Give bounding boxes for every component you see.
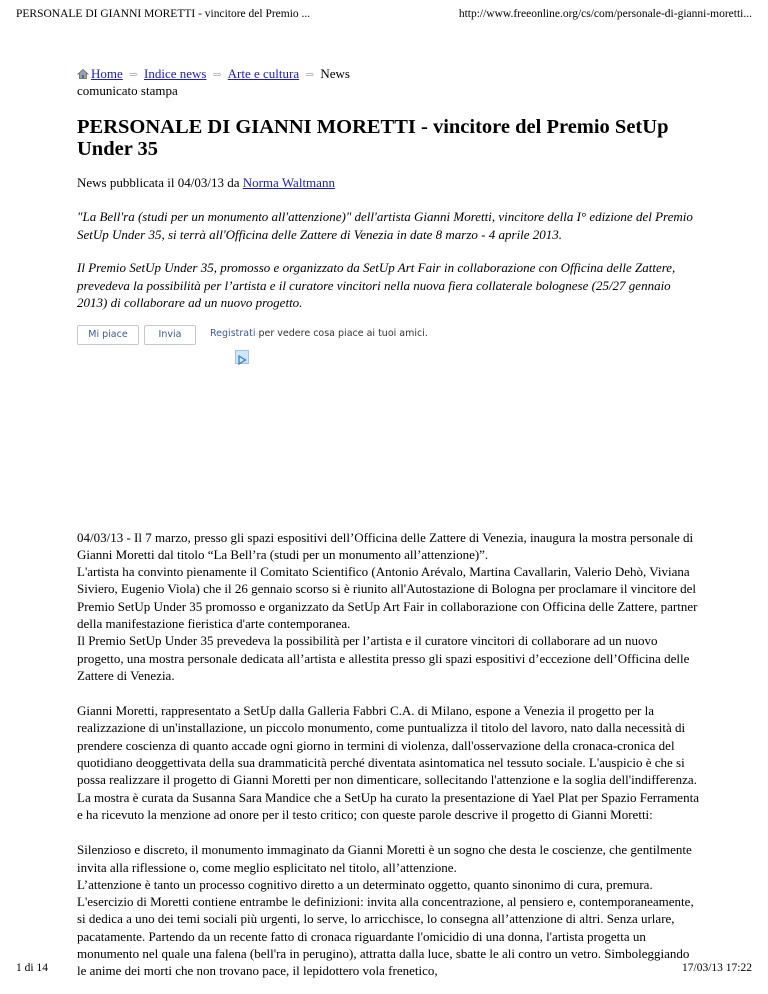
breadcrumb-current: News	[320, 66, 350, 81]
breadcrumb	[77, 66, 701, 83]
breadcrumb-news-index-link[interactable]: Indice news	[144, 66, 207, 81]
home-icon	[77, 68, 89, 79]
breadcrumb-arts-link[interactable]: Arte e cultura	[227, 66, 300, 81]
print-page-url: http://www.freeonline.org/cs/com/personale-di-gianni-moretti...	[458, 8, 752, 20]
adchoices-icon[interactable]	[235, 350, 249, 364]
body-paragraph-1: 04/03/13 - Il 7 marzo, presso gli spazi espositivi dell’Officina delle Zattere di Venezia, inaugura la mostra personale di Gianni Moretti dal titolo “La Bell’ra (studi per un monumento all’attenzione)”. L'artista ha convinto pienamente il Comitato Scientifico (Antonio Arévalo, Martina Cavallarin, Valerio Dehò, Viviana Siviero, Eugenio Viola) che il 26 gennaio scorso si è riunito all'Autostazione di Bologna per proclamare il vincitore del Premio SetUp Under 35 promosso e organizzato da SetUp Art Fair in collaborazione con Officina delle Zattere, partner della manifestazione fieristica d'arte contemporanea. Il Premio SetUp Under 35 prevedeva la possibilità per l’artista e il curatore vincitori di collaborare ad un nuovo progetto, una mostra personale dedicata all’artista e allestita presso gli spazi espositivi d’eccezione dell’Officina delle Zattere di Venezia.	[77, 529, 698, 683]
author-link[interactable]: Norma Waltmann	[242, 175, 335, 190]
breadcrumb-subtitle: comunicato stampa	[77, 83, 178, 98]
publish-info: News pubblicata il 04/03/13 da	[77, 175, 243, 190]
print-header	[16, 8, 752, 20]
register-link[interactable]: Registrati	[210, 327, 256, 339]
print-page-title: PERSONALE DI GIANNI MORETTI - vincitore del Premio ...	[16, 8, 311, 20]
body-paragraph-3: Silenzioso e discreto, il monumento immaginato da Gianni Moretti è un sogno che desta le coscienze, che gentilmente invita alla riflessione o, come meglio esplicitato nel titolo, all’attenzione. L’attenzione è tanto un processo cognitivo diretto a un determinato oggetto, quanto sinonimo di cura, premura. L'esercizio di Moretti contiene entrambe le definizioni: invita alla concentrazione, al pensiero e, contemporaneamente, si dedica a uno dei temi sociali più urgenti, lo serve, lo arricchisce, lo consegna all’attenzione di altri. Senza urlare, pacatamente. Partendo da un recente fatto di cronaca riguardante l'omicidio di una donna, l'artista progetta un monumento nel quale una falena (bell'ra in perugino), attratta dalla luce, sbatte le ali contro un vetro. Simboleggiando le anime dei morti che non trovano pace, il lepidottero vola frenetico,	[77, 842, 694, 979]
breadcrumb-separator-icon: ⇒	[212, 69, 222, 81]
page-number: 1 di 14	[16, 962, 48, 974]
register-text: per vedere cosa piace ai tuoi amici.	[255, 327, 428, 339]
breadcrumb-separator-icon: ⇒	[305, 69, 315, 81]
breadcrumb-home-link[interactable]: Home	[91, 66, 123, 81]
adchoices-triangle-icon	[236, 354, 248, 366]
print-footer	[16, 962, 752, 974]
breadcrumb-separator-icon: ⇒	[128, 69, 138, 81]
article-content	[77, 66, 701, 980]
article-abstract-2: Il Premio SetUp Under 35, promosso e organizzato da SetUp Art Fair in collaborazione con Officina delle Zattere, prevedeva la possibilità per l’artista e il curatore vincitori nella nuova fiera collaterale bolognese (25/27 gennaio 2013) di collaborare ad un nuovo progetto.	[77, 260, 676, 310]
article-title: PERSONALE DI GIANNI MORETTI - vincitore del Premio SetUp Under 35	[77, 116, 669, 160]
print-datetime: 17/03/13 17:22	[682, 962, 752, 974]
article-meta	[77, 175, 701, 191]
social-bar	[77, 325, 701, 369]
article-abstract-1: "La Bell'ra (studi per un monumento all'attenzione)" dell'artista Gianni Moretti, vincitore della I° edizione del Premio SetUp Under 35, si terrà all'Officina delle Zattere di Venezia in date 8 marzo - 4 aprile 2013.	[77, 209, 693, 242]
facebook-register-text	[210, 328, 428, 339]
body-paragraph-2: Gianni Moretti, rappresentato a SetUp dalla Galleria Fabbri C.A. di Milano, espone a Venezia il progetto per la realizzazione di un'installazione, un piccolo monumento, come puntualizza il titolo del lavoro, nato dalla necessità di prendere coscienza di quanto accade ogni giorno in termini di violenza, dall'osservazione della cronaca-cronica del quotidiano deoggettivata della sua drammaticità perché diventata asintomatica nel tessuto sociale. L'auspicio è che si possa realizzare il progetto di Gianni Moretti per non dimenticare, sollecitando l'attenzione e la soglia dell'indifferenza. La mostra è curata da Susanna Sara Mandice che a SetUp ha curato la presentazione di Yael Plat per Spazio Ferramenta e ha ricevuto la menzione ad onore per il testo critico; con queste parole descrive il progetto di Gianni Moretti:	[77, 703, 699, 822]
send-button[interactable]: Invia	[144, 325, 196, 345]
like-button[interactable]: Mi piace	[77, 325, 139, 345]
